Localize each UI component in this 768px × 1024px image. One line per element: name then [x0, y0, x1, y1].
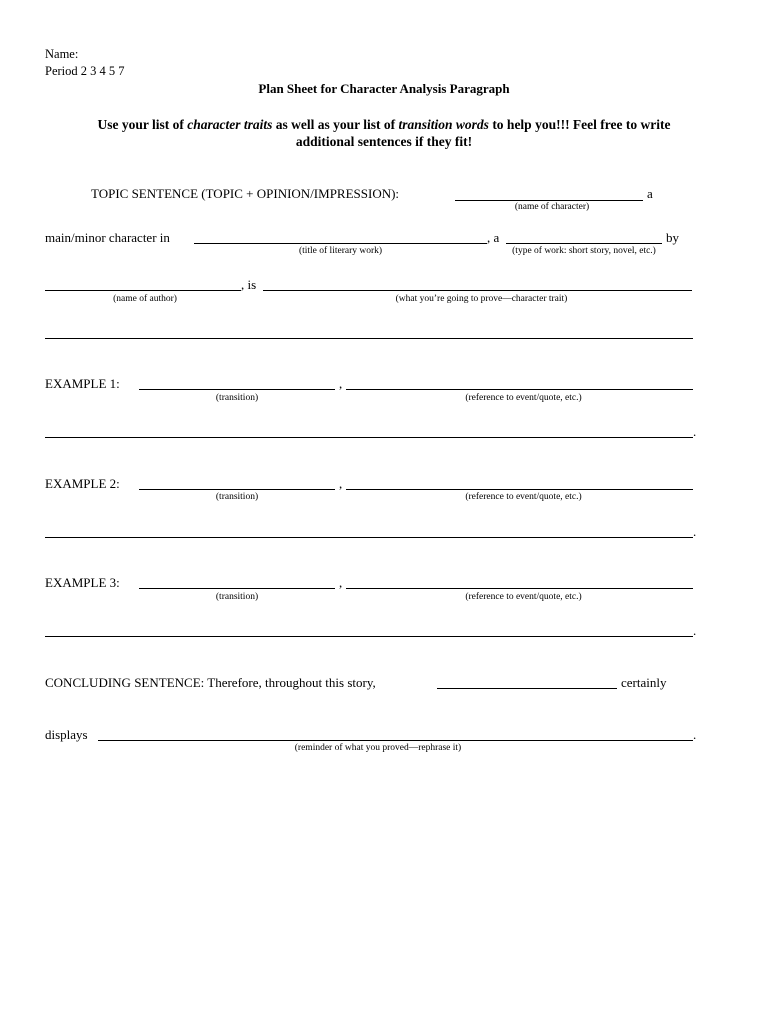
topic-sentence-label: TOPIC SENTENCE (TOPIC + OPINION/IMPRESSION):	[91, 186, 400, 201]
name-label: Name:	[45, 47, 79, 61]
example-1-reference-caption: (reference to event/quote, etc.)	[465, 393, 582, 403]
page-title: Plan Sheet for Character Analysis Paragraph	[258, 81, 510, 96]
instructions-text-2: as well as your list of	[272, 117, 399, 132]
concluding-certainly-text: certainly	[621, 675, 667, 690]
literary-work-title-field[interactable]	[194, 243, 487, 244]
instructions-emphasis-traits: character traits	[187, 117, 273, 132]
example-2-continuation-line[interactable]	[45, 537, 693, 538]
example-2-reference-field[interactable]	[346, 489, 693, 490]
type-of-work-caption: (type of work: short story, novel, etc.)	[512, 246, 656, 256]
instructions-line-1	[0, 116, 768, 133]
concluding-reminder-field[interactable]	[98, 740, 693, 741]
example-2-comma: ,	[339, 476, 343, 491]
topic-comma-is-text: , is	[241, 277, 257, 292]
character-name-field[interactable]	[455, 200, 643, 201]
concluding-reminder-caption: (reminder of what you proved—rephrase it)	[294, 743, 462, 753]
main-minor-character-text: main/minor character in	[45, 230, 170, 245]
literary-work-caption: (title of literary work)	[298, 246, 383, 256]
instructions-emphasis-transitions: transition words	[398, 117, 489, 132]
example-1-continuation-line[interactable]	[45, 437, 693, 438]
author-name-field[interactable]	[45, 290, 241, 291]
author-name-caption: (name of author)	[113, 294, 177, 304]
example-2-label: EXAMPLE 2:	[45, 476, 120, 491]
example-1-transition-field[interactable]	[139, 389, 335, 390]
example-1-period: .	[693, 424, 697, 439]
example-1-transition-caption: (transition)	[215, 393, 259, 403]
example-3-label: EXAMPLE 3:	[45, 575, 120, 590]
example-2-period: .	[693, 524, 697, 539]
instructions-line-2: additional sentences if they fit!	[295, 134, 473, 149]
example-3-comma: ,	[339, 575, 343, 590]
concluding-character-field[interactable]	[437, 688, 617, 689]
example-3-reference-caption: (reference to event/quote, etc.)	[465, 592, 582, 602]
period-label: Period 2 3 4 5 7	[45, 64, 125, 78]
instructions-text-3: to help you!!! Feel free to write	[488, 117, 671, 132]
instructions-text-1: Use your list of	[97, 117, 188, 132]
example-2-reference-caption: (reference to event/quote, etc.)	[465, 492, 582, 502]
character-trait-field[interactable]	[263, 290, 692, 291]
type-of-work-field[interactable]	[506, 243, 662, 244]
example-3-continuation-line[interactable]	[45, 636, 693, 637]
topic-comma-a-text: , a	[487, 230, 500, 245]
example-3-reference-field[interactable]	[346, 588, 693, 589]
topic-by-text: by	[666, 230, 679, 245]
example-3-period: .	[693, 623, 697, 638]
character-trait-caption: (what you’re going to prove—character trait)	[395, 294, 568, 304]
example-3-transition-caption: (transition)	[215, 592, 259, 602]
example-2-transition-field[interactable]	[139, 489, 335, 490]
topic-a-text: a	[647, 186, 653, 201]
concluding-period: .	[693, 727, 697, 742]
example-1-label: EXAMPLE 1:	[45, 376, 120, 391]
example-3-transition-field[interactable]	[139, 588, 335, 589]
concluding-sentence-label: CONCLUDING SENTENCE: Therefore, throughout this story,	[45, 675, 376, 690]
topic-continuation-line[interactable]	[45, 338, 693, 339]
concluding-displays-text: displays	[45, 727, 88, 742]
example-2-transition-caption: (transition)	[215, 492, 259, 502]
example-1-reference-field[interactable]	[346, 389, 693, 390]
character-name-caption: (name of character)	[514, 202, 590, 212]
example-1-comma: ,	[339, 376, 343, 391]
